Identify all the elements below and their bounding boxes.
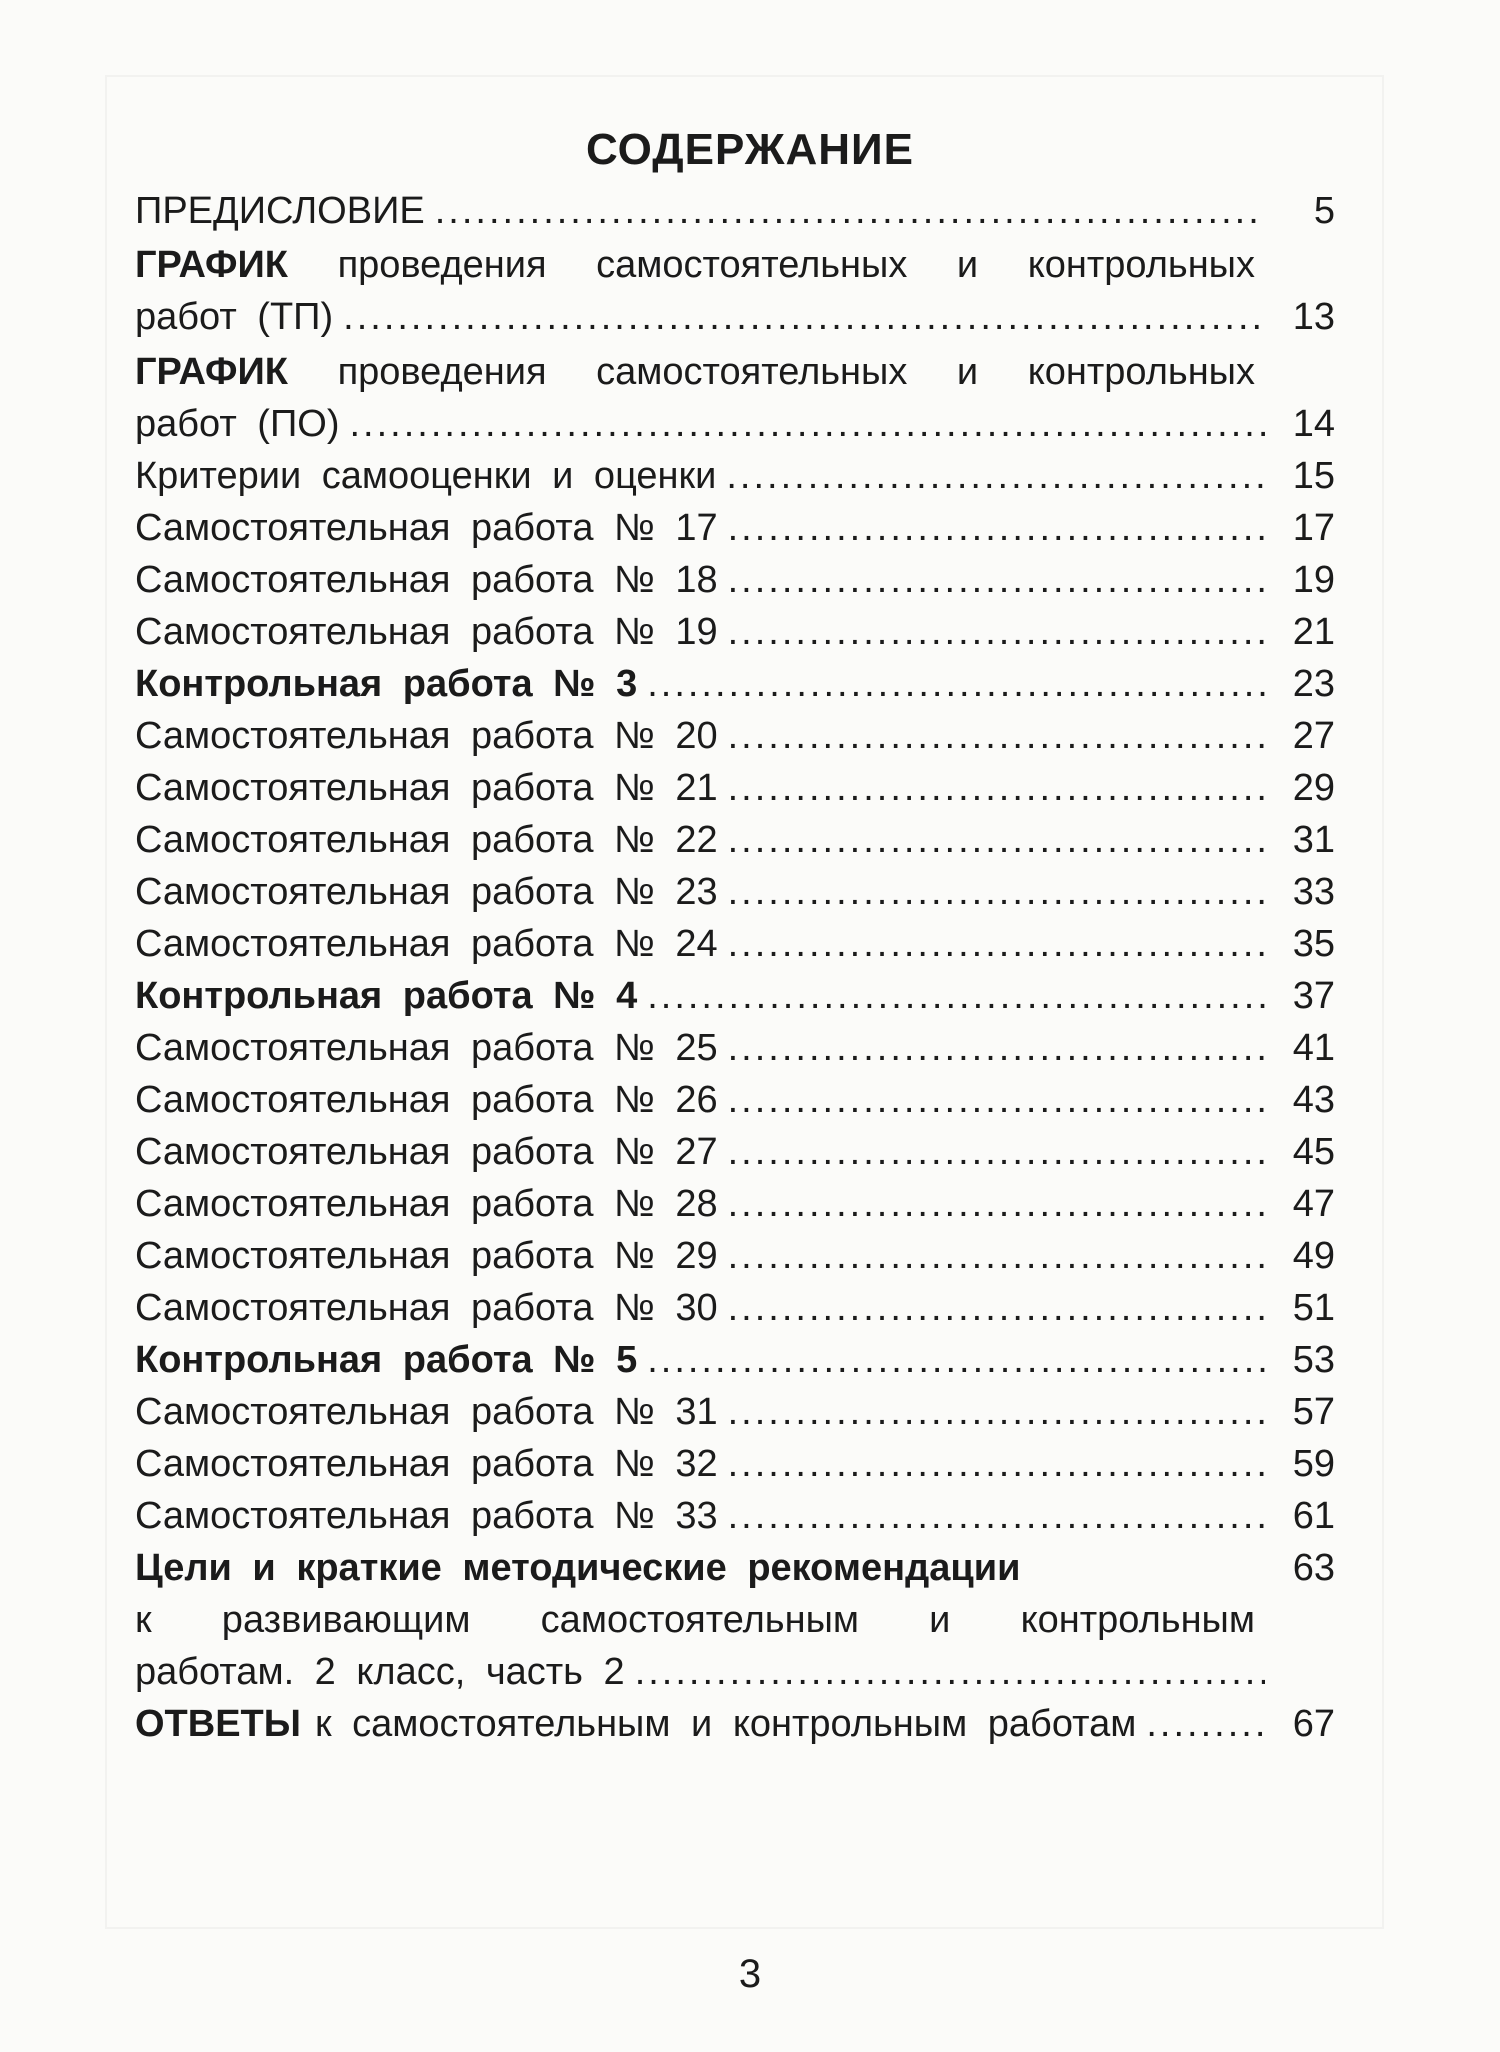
dot-leader <box>728 606 1265 658</box>
toc-entry-page: 43 <box>1292 1079 1335 1121</box>
toc-entry-work[interactable] <box>135 502 1335 554</box>
toc-entry-label: Критерии самооценки и оценки <box>135 455 717 497</box>
dot-leader <box>349 398 1265 450</box>
dot-leader <box>728 1230 1265 1282</box>
dot-leader <box>728 866 1265 918</box>
toc-entry-work[interactable] <box>135 1230 1335 1282</box>
toc-entry-criteria[interactable] <box>135 450 1335 502</box>
toc-entry-page: 13 <box>1292 296 1335 338</box>
dot-leader <box>728 710 1265 762</box>
toc-entry-work[interactable] <box>135 1074 1335 1126</box>
toc-entry-label: Самостоятельная работа № 19 <box>135 611 718 653</box>
toc-entry-page: 29 <box>1292 767 1335 809</box>
toc-work-list <box>135 502 1335 1542</box>
dot-leader <box>728 1282 1265 1334</box>
toc-entry-text: проведения самостоятельных и контрольных <box>337 244 1255 286</box>
toc-entry-text: проведения самостоятельных и контрольных <box>337 351 1255 393</box>
toc-entry-label: Самостоятельная работа № 22 <box>135 819 718 861</box>
toc-entry-page: 33 <box>1292 871 1335 913</box>
table-of-contents <box>135 185 1335 1750</box>
toc-entry-work[interactable] <box>135 762 1335 814</box>
dot-leader <box>647 658 1265 710</box>
toc-entry-text-cont: работ (ТП) <box>135 296 334 338</box>
toc-entry-label: Самостоятельная работа № 33 <box>135 1495 718 1537</box>
toc-entry-page: 67 <box>1292 1703 1335 1745</box>
dot-leader <box>728 1074 1265 1126</box>
toc-entry-schedule-tp[interactable] <box>135 239 1335 343</box>
toc-entry-page: 27 <box>1292 715 1335 757</box>
toc-entry-goals[interactable] <box>135 1542 1335 1698</box>
toc-entry-label: Самостоятельная работа № 32 <box>135 1443 718 1485</box>
toc-entry-text: к самостоятельным и контрольным работам <box>314 1703 1137 1745</box>
toc-entry-page: 63 <box>1292 1547 1335 1589</box>
toc-entry-work[interactable] <box>135 1178 1335 1230</box>
dot-leader <box>726 450 1265 502</box>
toc-entry-work[interactable] <box>135 814 1335 866</box>
toc-entry-work[interactable] <box>135 970 1335 1022</box>
toc-entry-work[interactable] <box>135 866 1335 918</box>
toc-entry-page: 53 <box>1292 1339 1335 1381</box>
dot-leader <box>728 918 1265 970</box>
toc-entry-page: 17 <box>1292 507 1335 549</box>
dot-leader <box>728 1490 1265 1542</box>
toc-entry-work[interactable] <box>135 710 1335 762</box>
toc-entry-bold: ОТВЕТЫ <box>135 1703 301 1745</box>
toc-entry-work[interactable] <box>135 1126 1335 1178</box>
toc-entry-work[interactable] <box>135 658 1335 710</box>
toc-entry-page: 37 <box>1292 975 1335 1017</box>
toc-entry-work[interactable] <box>135 1282 1335 1334</box>
toc-entry-label: Самостоятельная работа № 24 <box>135 923 718 965</box>
dot-leader <box>728 1386 1265 1438</box>
toc-entry-label: Контрольная работа № 3 <box>135 663 638 705</box>
toc-entry-text-cont: работам. 2 класс, часть 2 <box>135 1651 625 1693</box>
dot-leader <box>728 554 1265 606</box>
toc-entry-label: Самостоятельная работа № 20 <box>135 715 718 757</box>
dot-leader <box>728 762 1265 814</box>
toc-entry-page: 45 <box>1292 1131 1335 1173</box>
toc-entry-preface[interactable] <box>135 185 1335 237</box>
toc-entry-work[interactable] <box>135 1438 1335 1490</box>
dot-leader <box>635 1646 1265 1698</box>
page-title: СОДЕРЖАНИЕ <box>585 125 915 174</box>
toc-entry-label: Контрольная работа № 4 <box>135 975 638 1017</box>
dot-leader <box>728 814 1265 866</box>
toc-entry-work[interactable] <box>135 554 1335 606</box>
toc-entry-bold: ГРАФИК <box>135 351 288 393</box>
toc-entry-label: Самостоятельная работа № 27 <box>135 1131 718 1173</box>
toc-entry-work[interactable] <box>135 918 1335 970</box>
toc-entry-label: Самостоятельная работа № 23 <box>135 871 718 913</box>
toc-entry-page: 5 <box>1313 190 1335 232</box>
toc-entry-page: 61 <box>1292 1495 1335 1537</box>
toc-entry-work[interactable] <box>135 1386 1335 1438</box>
dot-leader <box>728 1178 1265 1230</box>
toc-entry-page: 31 <box>1292 819 1335 861</box>
toc-entry-label: Самостоятельная работа № 28 <box>135 1183 718 1225</box>
toc-entry-label: Самостоятельная работа № 30 <box>135 1287 718 1329</box>
toc-entry-label: Самостоятельная работа № 21 <box>135 767 718 809</box>
toc-entry-page: 15 <box>1292 455 1335 497</box>
toc-entry-work[interactable] <box>135 1334 1335 1386</box>
dot-leader <box>728 1438 1265 1490</box>
toc-entry-label: Самостоятельная работа № 31 <box>135 1391 718 1433</box>
toc-entry-work[interactable] <box>135 606 1335 658</box>
toc-entry-answers[interactable] <box>135 1698 1335 1750</box>
toc-entry-work[interactable] <box>135 1490 1335 1542</box>
toc-entry-label: Самостоятельная работа № 18 <box>135 559 718 601</box>
dot-leader <box>647 970 1265 1022</box>
toc-entry-page: 49 <box>1292 1235 1335 1277</box>
toc-entry-page: 41 <box>1292 1027 1335 1069</box>
toc-entry-page: 59 <box>1292 1443 1335 1485</box>
toc-entry-text: к развивающим самостоятельным и контрольным <box>135 1599 1255 1641</box>
toc-entry-page: 57 <box>1292 1391 1335 1433</box>
dot-leader <box>728 1126 1265 1178</box>
toc-entry-bold: ГРАФИК <box>135 244 288 286</box>
dot-leader <box>728 1022 1265 1074</box>
dot-leader <box>435 185 1265 237</box>
page-number: 3 <box>738 1952 762 1996</box>
toc-entry-page: 23 <box>1292 663 1335 705</box>
toc-entry-page: 35 <box>1292 923 1335 965</box>
toc-entry-page: 19 <box>1292 559 1335 601</box>
toc-entry-page: 14 <box>1292 403 1335 445</box>
toc-entry-text-cont: работ (ПО) <box>135 403 340 445</box>
dot-leader <box>343 291 1265 343</box>
toc-entry-bold: Цели и краткие методические рекомендации <box>135 1547 1021 1589</box>
dot-leader <box>1146 1698 1265 1750</box>
dot-leader <box>647 1334 1265 1386</box>
toc-entry-label: Контрольная работа № 5 <box>135 1339 638 1381</box>
toc-entry-label: Самостоятельная работа № 25 <box>135 1027 718 1069</box>
toc-entry-label: ПРЕДИСЛОВИЕ <box>135 190 425 232</box>
toc-entry-label: Самостоятельная работа № 17 <box>135 507 718 549</box>
dot-leader <box>728 502 1265 554</box>
toc-entry-work[interactable] <box>135 1022 1335 1074</box>
toc-entry-page: 47 <box>1292 1183 1335 1225</box>
toc-entry-page: 21 <box>1292 611 1335 653</box>
toc-entry-schedule-po[interactable] <box>135 346 1335 450</box>
toc-entry-label: Самостоятельная работа № 26 <box>135 1079 718 1121</box>
toc-entry-page: 51 <box>1292 1287 1335 1329</box>
toc-entry-label: Самостоятельная работа № 29 <box>135 1235 718 1277</box>
